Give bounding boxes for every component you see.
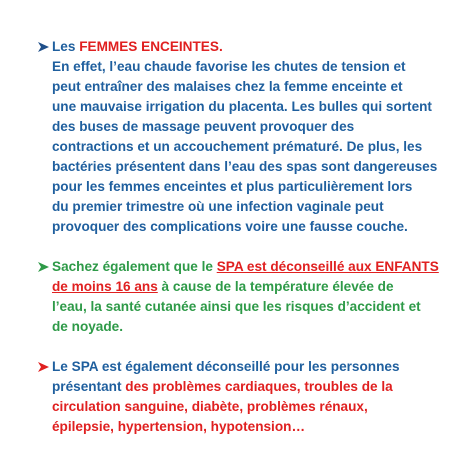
- section3-line: présentant des problèmes cardiaques, troubles de la: [52, 379, 393, 394]
- section3-line: circulation sanguine, diabète, problèmes rénaux,: [52, 399, 368, 414]
- section1-line: peut entraîner des malaises chez la femme enceinte et: [52, 79, 403, 94]
- section2-line: Sachez également que le SPA est déconseillé aux ENFANTS: [52, 259, 439, 274]
- section3-line: Le SPA est également déconseillé pour les personnes: [52, 359, 400, 374]
- arrow-bullet-icon: [37, 37, 51, 57]
- section1-line: contractions et un accouchement prématuré. De plus, les: [52, 139, 423, 154]
- section1-line: du premier trimestre où une infection vaginale peut: [52, 199, 384, 214]
- section2-line: l’eau, la santé cutanée ainsi que les risques d’accident et: [52, 299, 421, 314]
- section2-line: de moins 16 ans à cause de la température élevée de: [52, 279, 394, 294]
- section-medical-conditions: [37, 357, 437, 437]
- section1-heading: Les FEMMES ENCEINTES.: [52, 39, 223, 54]
- section-pregnant-women: [37, 37, 437, 237]
- arrow-bullet-icon: [37, 357, 51, 377]
- section1-line: une mauvaise irrigation du placenta. Les bulles qui sortent: [52, 99, 432, 114]
- section1-line: provoquer des complications voire une fausse couche.: [52, 219, 408, 234]
- section1-line: pour les femmes enceintes et plus particulièrement lors: [52, 179, 413, 194]
- arrow-bullet-icon: [37, 257, 51, 277]
- section3-line: épilepsie, hypertension, hypotension…: [52, 419, 306, 434]
- section1-line: En effet, l’eau chaude favorise les chutes de tension et: [52, 59, 406, 74]
- section2-line: de noyade.: [52, 319, 124, 334]
- section1-line: des buses de massage peuvent provoquer des: [52, 119, 355, 134]
- section-children: [37, 257, 437, 337]
- section1-line: bactéries présentent dans l’eau des spas sont dangereuses: [52, 159, 438, 174]
